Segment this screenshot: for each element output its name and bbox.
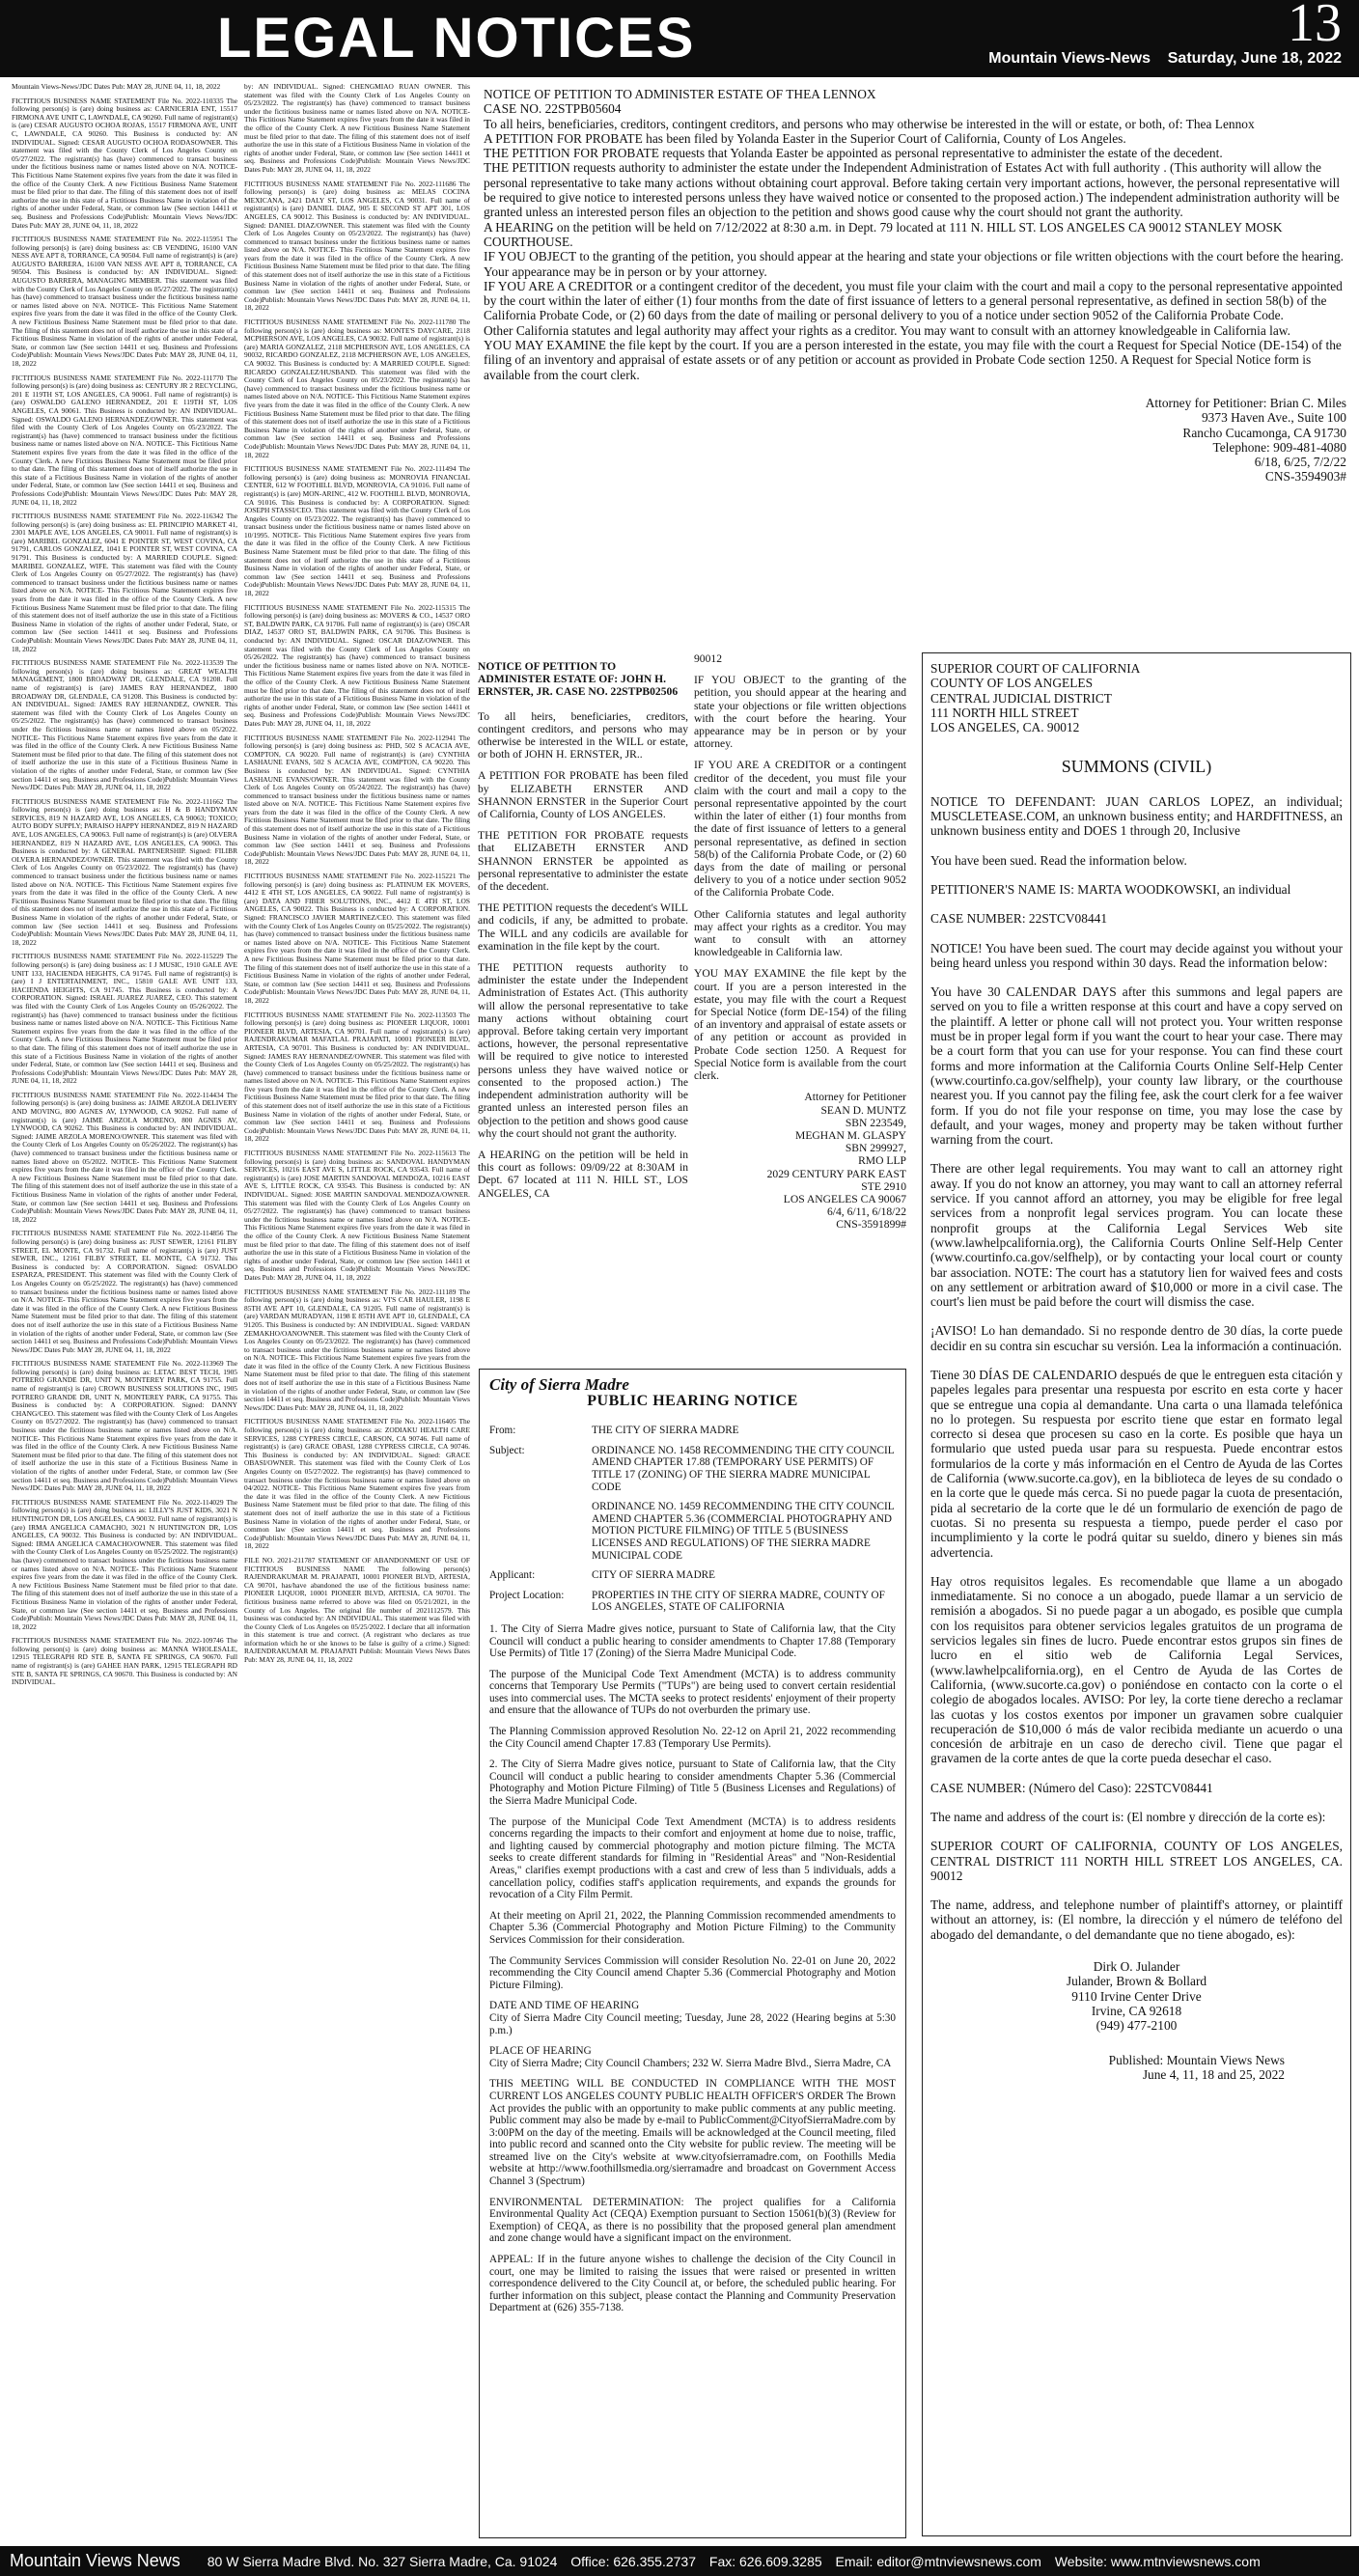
summons-court-line: 111 NORTH HILL STREET: [930, 705, 1079, 720]
summons-title: SUMMONS (CIVIL): [1061, 757, 1212, 777]
ernster-paragraph: A PETITION FOR PROBATE has been filed by ELIZABETH ERNSTER AND SHANNON ERNSTER in the Superior Court of California, County of LOS ANGELES.: [478, 769, 688, 821]
ernster-paragraph: THE PETITION FOR PROBATE requests that ELIZABETH ERNSTER AND SHANNON ERNSTER be appointed as personal representative to administer the estate of the decedent.: [478, 829, 688, 894]
lennox-paragraph: A HEARING on the petition will be held on 7/12/2022 at 8:30 a.m. in Dept. 79 located at 111 N. HILL ST. LOS ANGELES CA 90012 STANLEY MOSK COURTHOUSE.: [484, 219, 1283, 249]
summons-published-line: June 4, 11, 18 and 25, 2022: [1142, 2066, 1285, 2082]
footer-office: Office: 626.355.2737: [570, 2553, 696, 2569]
hearing-paragraph: At their meeting on April 21, 2022, the Planning Commission recommended amendments to Chapter 5.36 (Commercial Photography and Motion Picture Filming) to the Community Services Commission for their consideration.: [489, 1909, 896, 1946]
hearing-row: [489, 1569, 896, 1582]
fbn-statement: FILE NO. 2021-211787 STATEMENT OF ABANDONMENT OF USE OF FICTITIOUS BUSINESS NAME The following person(s) RAJENDRAKUMAR M. PRAJAPATI, 10001 PIONEER BLVD, ARTESIA, CA 90701, has/have abandoned the use of the fictitious business name: PIONEER LIQUOR, 10001 PIONEER BLVD, ARTESIA, CA 90701. The fictitious business name referred to above was filed on 05/21/2021, in the County of Los Angeles. The original file number of 2021112579. This business was conducted by: AN INDIVIDUAL. This statement was filed with the County Clerk of Los Angeles on 05/25/2022. I declare that all information in this statement is true and correct. (A registrant who declares as true information which he or she knows to be false is guilty of a crime.) Signed: RAJENDRAKUMAR M. PRAJAPATI Publish: Mountain Views News Dates Pub: MAY 28, JUNE 04, 11, 18, 2022: [244, 1555, 470, 1665]
hearing-row-value: CITY OF SIERRA MADRE: [592, 1569, 715, 1582]
ernster-paragraph: A HEARING on the petition will be held in this court as follows: 09/09/22 at 8:30AM in Dept. 67 located at 111 N. HILL ST., LOS ANGELES, CA: [478, 1148, 688, 1200]
ernster-attorney-line: LOS ANGELES CA 90067: [783, 1192, 906, 1205]
fbn-statement: FICTITIOUS BUSINESS NAME STATEMENT File No. 2022-111494 The following person(s) is (are) doing business as: MONROVIA FINANCIAL CENTER, 612 W FOOTHILL BLVD, MONROVIA, CA 91016. Full name of registrant(s) is (are) MON-ARINC, 412 W. FOOTHILL BLVD, MONROVIA, CA 91016. This Business is conducted by: A CORPORATION. Signed: JOSEPH STASSI/CEO. This statement was filed with the County Clerk of Los Angeles County on 05/23/2022. The registrant(s) has (have) commenced to transact business under the fictitious business name or names listed above on 10/1995. NOTICE- This Fictitious Name Statement expires five years from the date it was filed in the office of the County Clerk. A new Fictitious Business Name Statement must be filed prior to that date. The filing of this statement does not of itself authorize the use in this state of a Fictitious Business Name in violation of the rights of another under Federal, State, or common law (See section 14411 et seq. Business and Professions Code)Publish: Mountain Views News/JDC Dates Pub: MAY 28, JUNE 04, 11, 18, 2022: [244, 464, 470, 598]
summons-attorney-line: Irvine, CA 92618: [1091, 2003, 1182, 2018]
hearing-row-label: Applicant:: [489, 1569, 536, 1582]
ernster-attorney-line: SEAN D. MUNTZ: [820, 1103, 906, 1117]
ernster-paragraph: 90012: [694, 652, 722, 665]
ernster-attorney-line: SBN 223549,: [845, 1116, 906, 1129]
hearing-paragraph: THIS MEETING WILL BE CONDUCTED IN COMPLIANCE WITH THE MOST CURRENT LOS ANGELES COUNTY PUBLIC HEALTH OFFICER'S ORDER The Brown Act provides the public with an opportunity to make public comments at any public meeting. Public comment may also be made by e-mail to PublicComment@CityofSierraMadre.com by 3:00PM on the day of the meeting. Emails will be acknowledged at the Council meeting, filed into public record and scanned onto the City website for public review. The meeting will be streamed live on the City's website at www.cityofsierramadre.com, on Foothills Media website at http://www.foothillsmedia.org/sierramadre and broadcast on Government Access Channel 3 (Spectrum): [489, 2078, 896, 2188]
footer-bar: [0, 2546, 1359, 2576]
hearing-title: PUBLIC HEARING NOTICE: [587, 1392, 798, 1409]
ernster-title: NOTICE OF PETITION TO ADMINISTER ESTATE OF: JOHN H. ERNSTER, JR. CASE NO. 22STPB02506: [478, 660, 679, 699]
ernster-attorney-line: 2029 CENTURY PARK EAST: [766, 1167, 906, 1180]
fbn-statement: FICTITIOUS BUSINESS NAME STATEMENT File No. 2022-114434 The following person(s) is (are) doing business as: JAIME ARZOLA DELIVERY AND MOVING, 800 AGNES AV, LYNWOOD, CA 90262. Full name of registrant(s) is (are) JAIME ARZOLA MORENO, 800 AGNES AV, LYNWOOD, CA 90262. This Business is conducted by: AN INDIVIDUAL. Signed: JAIME ARZOLA MORENO/OWNER. This statement was filed with the County Clerk of Los Angeles County on 05/26/2022. The registrant(s) has (have) commenced to transact business under the fictitious business name or names listed above on 05/2022. NOTICE- This Fictitious Name Statement expires five years from the date it was filed in the office of the County Clerk. A new Fictitious Business Name Statement must be filed prior to that date. The filing of this statement does not of itself authorize the use in this state of a Fictitious Business Name in violation of the rights of another under Federal, State, or common law (See section 14411 et seq. Business and Professions Code)Publish: Mountain Views News/JDC Dates Pub: MAY 28, JUNE 04, 11, 18, 2022: [12, 1090, 237, 1224]
fbn-statement: FICTITIOUS BUSINESS NAME STATEMENT File No. 2022-115221 The following person(s) is (are) doing business as: PLATINUM EK MOVERS, 4412 E 4TH ST, LOS ANGELES, CA 90022. Full name of registrant(s) is (are) DATA AND FIBER SOLUTIONS, INC., 4412 E 4TH ST, LOS ANGELES, CA 90022. This Business is conducted by: A CORPORATION. Signed: FRANCISCO JAVIER MARTINEZ/CEO. This statement was filed with the County Clerk of Los Angeles County on 05/25/2022. The registrant(s) has (have) commenced to transact business under the fictitious business name or names listed above on N/A. NOTICE- This Fictitious Name Statement expires five years from the date it was filed in the office of the County Clerk. A new Fictitious Business Name Statement must be filed prior to that date. The filing of this statement does not of itself authorize the use in this state of a Fictitious Business Name in violation of the rights of another under Federal, State, or common law (See section 14411 et seq. Business and Professions Code)Publish: Mountain Views News/JDC Dates Pub: MAY 28, JUNE 04, 11, 18, 2022: [244, 872, 470, 1005]
lennox-paragraph: YOU MAY EXAMINE the file kept by the court. If you are a person interested in the estate, you may file with the court a Request for Special Notice (DE-154) of the filing of an inventory and appraisal of estate assets or of any petition or account as provided in Probate Code section 1250. A Request for Special Notice form is available from the court clerk.: [484, 338, 1342, 382]
masthead: [0, 0, 1359, 77]
ernster-attorney-line: CNS-3591899#: [836, 1218, 906, 1232]
hearing-row-value: ORDINANCE NO. 1458 RECOMMENDING THE CITY COUNCIL AMEND CHAPTER 17.88 (TEMPORARY USE PERMITS) OF TITLE 17 (ZONING) OF THE SIERRA MADRE MUNICIPAL CODE: [592, 1444, 895, 1493]
fbn-statement: FICTITIOUS BUSINESS NAME STATEMENT File No. 2022-114856 The following person(s) is (are) doing business as: JUST SEWER, 12161 FILBY STREET, EL MONTE, CA 91732. Full name of registrant(s) is (are) JUST SEWER, INC., 12161 FILBY STREET, EL MONTE, CA 91732. This Business is conducted by: A CORPORATION. Signed: OSVALDO ESPARZA, PRESIDENT. This statement was filed with the County Clerk of Los Angeles County on 05/25/2022. The registrant(s) has (have) commenced to transact business under the fictitious business name or names listed above on N/A. NOTICE- This Fictitious Name Statement expires five years from the date it was filed in the office of the County Clerk. A new Fictitious Business Name Statement must be filed prior to that date. The filing of this statement does not of itself authorize the use in this state of a Fictitious Business Name in violation of the rights of another under Federal, State, or common law (See section 14411 et seq. Business and Professions Code)Publish: Mountain Views News/JDC Dates Pub: MAY 28, JUNE 04, 11, 18, 2022: [12, 1229, 237, 1354]
hearing-row: [489, 1425, 896, 1437]
page-number: 13: [1288, 0, 1342, 53]
summons-attorney-line: (949) 477-2100: [1096, 2018, 1178, 2034]
hearing-details: [489, 1425, 896, 1614]
lennox-attorney-line: Telephone: 909-481-4080: [1212, 439, 1346, 455]
hearing-paragraph: DATE AND TIME OF HEARING City of Sierra Madre City Council meeting; Tuesday, June 28, 2022 (Hearing begins at 5:30 p.m.): [489, 2000, 896, 2036]
hearing-row-value: ORDINANCE NO. 1459 RECOMMENDING THE CITY COUNCIL AMEND CHAPTER 5.36 (COMMERCIAL PHOTOGRAPHY AND MOTION PICTURE FILMING) OF TITLE 5 (BUSINESS LICENSES AND REGULATIONS) OF THE SIERRA MADRE MUNICIPAL CODE: [592, 1501, 895, 1562]
lennox-paragraph: IF YOU OBJECT to the granting of the petition, you should appear at the hearing and state your objections or file written objections with the court before the hearing. Your appearance may be in person or by your attorney.: [484, 249, 1344, 279]
footer-address: 80 W Sierra Madre Blvd. No. 327 Sierra Madre, Ca. 91024: [207, 2553, 558, 2569]
hearing-row-label: From:: [489, 1425, 516, 1437]
ernster-col-b: [694, 652, 906, 1355]
hearing-paragraph: The Community Services Commission will consider Resolution No. 22-01 on June 20, 2022 recommending the City Council amend Chapter 5.36 (Commercial Photography and Motion Picture Filming).: [489, 1954, 896, 1991]
summons-paragraph: You have 30 CALENDAR DAYS after this summons and legal papers are served on you to file a written response at this court and have a copy served on the plaintiff. A letter or phone call will not protect you. Your written response must be in proper legal form if you want the court to hear your case. There may be a court form that you can use for your response. You can find these court forms and more information at the California Courts Online Self-Help Center (www.courtinfo.ca.gov/selfhelp), your county law library, or the courthouse nearest you. If you cannot pay the filing fee, ask the court clerk for a fee waiver form. If you do not file your response on time, you may lose the case by default, and your wages, money and property may be taken without further warning from the court.: [930, 984, 1343, 1148]
summons-attorney-line: 9110 Irvine Center Drive: [1071, 1988, 1202, 2004]
hearing-city: City of Sierra Madre: [489, 1375, 629, 1394]
summons-published-line: Published: Mountain Views News: [1108, 2052, 1285, 2067]
fbn-statement: FICTITIOUS BUSINESS NAME STATEMENT File No. 2022-115951 The following person(s) is (are) doing business as: CB VENDING, 16100 VAN NESS AVE APT 8, TORRANCE, CA 90504. Full name of registrant(s) is (are) AUGUSTO BARRERA, 16100 VAN NESS AVE APT 8, TORRANCE, CA 90504. This Business is conducted by: AN INDIVIDUAL. Signed: AUGUSTO BARRERA, MANAGING MEMBER. This statement was filed with the County Clerk of Los Angeles County on 05/27/2022. The registrant(s) has (have) commenced to transact business under the fictitious business name or names listed above on N/A. NOTICE- This Fictitious Name Statement expires five years from the date it was filed in the office of the County Clerk. A new Fictitious Business Name Statement must be filed prior to that date. The filing of this statement does not of itself authorize the use in this state of a Fictitious Business Name in violation of the rights of another under Federal, State, or common law (See section 14411 et seq. Business and Professions Code)Publish: Mountain Views News/JDC Dates Pub: MAY 28, JUNE 04, 11, 18, 2022: [12, 235, 237, 368]
lennox-attorney: [484, 396, 1346, 485]
fbn-statement: FICTITIOUS BUSINESS NAME STATEMENT File No. 2022-114029 The following person(s) is (are) doing business as: LILLY'S JUST KIDS, 3021 N HUNTINGTON DR, LOS ANGELES, CA 90032. Full name of registrant(s) is (are) IRMA ANGELICA CAMACHO, 3021 N HUNTINGTON DR, LOS ANGELES, CA 90032. This Business is conducted by: AN INDIVIDUAL. Signed: IRMA ANGELICA CAMACHO/OWNER. This statement was filed with the County Clerk of Los Angeles County on 05/25/2022. The registrant(s) has (have) commenced to transact business under the fictitious business name or names listed above on N/A. NOTICE- This Fictitious Name Statement expires five years from the date it was filed in the office of the County Clerk. A new Fictitious Business Name Statement must be filed prior to that date. The filing of this statement does not of itself authorize the use in this state of a Fictitious Business Name in violation of the rights of another under Federal, State, or common law (See section 14411 et seq. Business and Professions Code)Publish: Mountain Views News/JDC Dates Pub: MAY 28, JUNE 04, 11, 18, 2022: [12, 1497, 237, 1631]
fbn-statement: FICTITIOUS BUSINESS NAME STATEMENT File No. 2022-113503 The following person(s) is (are) doing business as: PIONEER LIQUOR, 10001 PIONEER BLVD, ARTESIA, CA 90701. Full name of registrant(s) is (are) RAJENDRAKUMAR MAFATLAL PRAJAPATI, 10001 PIONEER BLVD, ARTESIA, CA 90701. This Business is conducted by: AN INDIVIDUAL. Signed: JAMES RAY HERNANDEZ/OWNER. This statement was filed with the County Clerk of Los Angeles County on 05/25/2022. The registrant(s) has (have) commenced to transact business under the fictitious business name or names listed above on N/A. NOTICE- This Fictitious Name Statement expires five years from the date it was filed in the office of the County Clerk. A new Fictitious Business Name Statement must be filed prior to that date. The filing of this statement does not of itself authorize the use in this state of a Fictitious Business Name in violation of the rights of another under Federal, State, or common law (See section 14411 et seq. Business and Professions Code)Publish: Mountain Views News/JDC Dates Pub: MAY 28, JUNE 04, 11, 18, 2022: [244, 1010, 470, 1144]
summons-paragraph: Hay otros requisitos legales. Es recomendable que llame a un abogado inmediatamente. Si no conoce a un abogado, puede llamar a un servicio de remisión a abogados. Si no puede pagar a un abogado, es posible que cumpla con los requisitos para obtener servicios legales gratuitos de un programa de servicios legales sin fines de lucro. Puede encontrar estos grupos sin fines de lucro en el sitio web de California Legal Services, (www.lawhelpcalifornia.org), en el Centro de Ayuda de las Cortes de California, (www.sucorte.ca.gov) o poniéndose en contacto con la corte o el colegio de abogados locales. AVISO: Por ley, la corte tiene derecho a reclamar las cuotas y los costos exentos por imponer un gravamen sobre cualquier recuperación de $10,000 ó más de valor recibida mediante un acuerdo o una concesión de arbitraje en un caso de derecho civil. Tiene que pagar el gravamen de la corte antes de que la corte pueda desechar el caso.: [930, 1573, 1343, 1766]
ernster-attorney-line: RMO LLP: [858, 1154, 906, 1168]
lennox-paragraph: To all heirs, beneficiaries, creditors, contingent creditors, and persons who may otherwise be interested in the will or estate, or both, of: Thea Lennox: [484, 116, 1255, 131]
summons-paragraph: SUPERIOR COURT OF CALIFORNIA, COUNTY OF LOS ANGELES, CENTRAL DISTRICT 111 NORTH HILL STREET LOS ANGELES, CA. 90012: [930, 1839, 1343, 1883]
lennox-paragraph: Other California statutes and legal authority may affect your rights as a creditor. You may want to consult with an attorney knowledgeable in California law.: [484, 322, 1290, 338]
footer-contact: [208, 2554, 1270, 2569]
fbn-statement: FICTITIOUS BUSINESS NAME STATEMENT File No. 2022-116342 The following person(s) is (are) doing business as: EL PRINCIPIO MARKET 41, 2301 MAPLE AVE, LOS ANGELES, CA 90011. Full name of registrant(s) is (are) MARIBEL GONZALEZ, 6041 E POINTER ST, WEST COVINA, CA 91791, CARLOS GONZALEZ, 1041 E POINTER ST, WEST COVINA, CA 91791. This Business is conducted by: A MARRIED COUPLE. Signed: MARIBEL GONZALEZ, WIFE. This statement was filed with the County Clerk of Los Angeles County on 05/27/2022. The registrant(s) has (have) commenced to transact business under the fictitious business name or names listed above on N/A. NOTICE- This Fictitious Name Statement expires five years from the date it was filed in the office of the County Clerk. A new Fictitious Business Name Statement must be filed prior to that date. The filing of this statement does not of itself authorize the use in this state of a Fictitious Business Name in violation of the rights of another under Federal, State, or common law (See section 14411 et seq. Business and Professions Code)Publish: Mountain Views News/JDC Dates Pub: MAY 28, JUNE 04, 11, 18, 2022: [12, 512, 237, 653]
ernster-attorney-line: Attorney for Petitioner: [804, 1091, 906, 1104]
summons-court-line: CENTRAL JUDICIAL DISTRICT: [930, 690, 1112, 706]
ernster-attorney-line: 6/4, 6/11, 6/18/22: [826, 1205, 906, 1219]
summons-paragraph: CASE NUMBER: (Número del Caso): 22STCV08441: [930, 1780, 1213, 1795]
lennox-attorney-line: 6/18, 6/25, 7/2/22: [1254, 455, 1346, 470]
footer-email: Email: editor@mtnviewsnews.com: [835, 2553, 1041, 2569]
lennox-header-line: CASE NO. 22STPB05604: [484, 101, 622, 117]
summons-paragraph: You have been sued. Read the information below.: [930, 852, 1187, 868]
ernster-attorney: [694, 1091, 906, 1231]
lennox-header: [484, 87, 1346, 117]
ernster-paragraph: IF YOU ARE A CREDITOR or a contingent creditor of the decedent, you must file your claim with the court and mail a copy to the personal representative appointed by the court within the later of either (1) four months from the date of first issuance of letters to a general personal representative, as defined in section 58(b) of the California Probate Code, or (2) 60 days from the date of mailing or personal delivery to you of a notice under section 9052 of the California Probate Code.: [694, 759, 906, 900]
lennox-attorney-line: Rancho Cucamonga, CA 91730: [1182, 425, 1346, 440]
summons-court-line: SUPERIOR COURT OF CALIFORNIA: [930, 661, 1141, 676]
summons-paragraph: ¡AVISO! Lo han demandado. Si no responde dentro de 30 días, la corte puede decidir en su contra sin escuchar su versión. Lea la información a continuación.: [930, 1323, 1343, 1353]
lennox-header-line: NOTICE OF PETITION TO ADMINISTER ESTATE OF THEA LENNOX: [484, 87, 876, 101]
lennox-attorney-line: CNS-3594903#: [1264, 469, 1346, 485]
fbn-statement: FICTITIOUS BUSINESS NAME STATEMENT File No. 2022-110335 The following person(s) is (are) doing business as: CARNICERIA ENT, 15517 FIRMONA AVE UNIT C, LAWNDALE, CA 90260. Full name of registrant(s) is (are) CESAR AUGUSTO OCHOA ROJAS, 15517 FIRMONA AVE, UNIT C, LAWNDALE, CA 90260. This Business is conducted by: AN INDIVIDUAL. Signed: CESAR AUGUSTO OCHOA RODASOWNER. This statement was filed with the County Clerk of Los Angeles County on 05/27/2022. The registrant(s) has (have) commenced to transact business under the fictitious business name or names listed above on N/A. NOTICE- This Fictitious Name Statement expires five years from the date it was filed in the office of the County Clerk. A new Fictitious Business Name Statement must be filed prior to that date. The filing of this statement does not of itself authorize the use in this state of a Fictitious Business Name in violation of the rights of another under Federal, State, or common law (See section 14411 et seq. Business and Professions Code)Publish: Mountain Views News/JDC Dates Pub: MAY 28, JUNE 04, 11, 18, 2022: [12, 96, 237, 230]
footer-fax: Fax: 626.609.3285: [708, 2553, 822, 2569]
summons-civil: [922, 652, 1351, 2536]
fbn-statement: FICTITIOUS BUSINESS NAME STATEMENT File No. 2022-111780 The following person(s) is (are) doing business as: MONTE'S DAYCARE, 2118 MCPHERSON AVE, LOS ANGELES, CA 90032. Full name of registrant(s) is (are) MARIA GONZALEZ, 2118 MCPHERSON AVE, LOS ANGELES, CA 90032, RICARDO GONZALEZ, 2118 MCPHERSON AVE, LOS ANGELES, CA 90032. This Business is conducted by: A MARRIED COUPLE. Signed: RICARDO GONZALEZ/HUSBAND. This statement was filed with the County Clerk of Los Angeles County on 05/23/2022. The registrant(s) has (have) commenced to transact business under the fictitious business name or names listed above on N/A. NOTICE- This Fictitious Name Statement expires five years from the date it was filed in the office of the County Clerk. A new Fictitious Business Name Statement must be filed prior to that date. The filing of this statement does not of itself authorize the use in this state of a Fictitious Business Name in violation of the rights of another under Federal, State, or common law (See section 14411 et seq. Business and Professions Code)Publish: Mountain Views News/JDC Dates Pub: MAY 28, JUNE 04, 11, 18, 2022: [244, 318, 470, 459]
ernster-attorney-line: MEGHAN M. GLASPY: [795, 1128, 906, 1142]
public-hearing-notice: [479, 1369, 906, 2538]
ernster-attorney-line: SBN 299927,: [845, 1142, 906, 1155]
footer-website: Website: www.mtnviewsnews.com: [1054, 2553, 1261, 2569]
hearing-paragraph: The Planning Commission approved Resolution No. 22-12 on April 21, 2022 recommending the City Council amend Chapter 17.83 (Temporary Use Permits).: [489, 1726, 896, 1750]
ernster-paragraph: THE PETITION requests authority to administer the estate under the Independent Administration of Estates Act. (This authority will allow the personal representative to take many actions without obtaining court approval. Before taking certain very important actions, however, the personal representative will be required to give notice to interested persons unless they have waived notice or consented to the proposed action.) The independent administration authority will be granted unless an interested person files an objection to the petition and shows good cause why the court should not grant the authority.: [478, 961, 688, 1140]
hearing-row-value: PROPERTIES IN THE CITY OF SIERRA MADRE, COUNTY OF LOS ANGELES, STATE OF CALIFORNIA: [592, 1589, 885, 1614]
summons-attorney: [930, 1959, 1343, 2033]
fbn-statement: FICTITIOUS BUSINESS NAME STATEMENT File No. 2022-111662 The following person(s) is (are) doing business as: H & B HANDYMAN SERVICES, 819 N HAZARD AVE, LOS ANGELES, CA 90063; TOXICO; AUTO BODY SUPPLY; PARAISO HAPPY HERNANDEZ, 819 N HAZARD AVE, LOS ANGELES, CA 90063. Full name of registrant(s) is (are) OLVERA HERNANDEZ, 819 N HAZARD AVE, LOS ANGELES, CA 90063. This Business is conducted by: A GENERAL PARTNERSHIP. Signed: FILIBR OLVERA HERNANDEZ/OWNER. This statement was filed with the County Clerk of Los Angeles County on 05/23/2022. The registrant(s) has (have) commenced to transact business under the fictitious business name or names listed above on N/A. NOTICE- This Fictitious Name Statement expires five years from the date it was filed in the office of the County Clerk. A new Fictitious Business Name Statement must be filed prior to that date. The filing of this statement does not of itself authorize the use in this state of a Fictitious Business Name in violation of the rights of another under Federal, State, or common law (See section 14411 et seq. Business and Professions Code)Publish: Mountain Views News/JDC Dates Pub: MAY 28, JUNE 04, 11, 18, 2022: [12, 796, 237, 947]
fbn-statement: Mountain Views-News/JDC Dates Pub: MAY 28, JUNE 04, 11, 18, 2022: [12, 83, 221, 91]
ernster-attorney-line: STE 2910: [861, 1179, 906, 1193]
hearing-row-value: THE CITY OF SIERRA MADRE: [592, 1425, 739, 1437]
hearing-row: [489, 1501, 896, 1562]
hearing-paragraph: PLACE OF HEARING City of Sierra Madre; City Council Chambers; 232 W. Sierra Madre Blvd., Sierra Madre, CA: [489, 2045, 892, 2069]
summons-court-block: [930, 661, 1343, 734]
summons-paragraph: PETITIONER'S NAME IS: MARTA WOODKOWSKI, an individual: [930, 881, 1291, 897]
lennox-paragraph: A PETITION FOR PROBATE has been filed by Yolanda Easter in the Superior Court of California, County of Los Angeles.: [484, 130, 1126, 146]
summons-attorney-line: Julander, Brown & Bollard: [1066, 1974, 1207, 1989]
page-title: LEGAL NOTICES: [217, 7, 696, 69]
ernster-paragraph: To all heirs, beneficiaries, creditors, contingent creditors, and persons who may otherwise be interested in the WILL or estate, or both of JOHN H. ERNSTER, JR..: [478, 709, 688, 762]
fbn-statement: FICTITIOUS BUSINESS NAME STATEMENT File No. 2022-111770 The following person(s) is (are) doing business as: CENTURY JR 2 RECYCLING, 201 E 119TH ST, LOS ANGELES, CA 90061. Full name of registrant(s) is (are) OSWALDO GALENO HERNANDEZ, 201 E 119TH ST, LOS ANGELES, CA 90061. This Business is conducted by: AN INDIVIDUAL. Signed: OSWALDO GALENO HERNANDEZ/OWNER. This statement was filed with the County Clerk of Los Angeles County on 05/23/2022. The registrant(s) has (have) commenced to transact business under the fictitious business name or names listed above on N/A. NOTICE- This Fictitious Name Statement expires five years from the date it was filed in the office of the County Clerk. A new Fictitious Business Name Statement must be filed prior to that date. The filing of this statement does not of itself authorize the use in this state of a Fictitious Business Name in violation of the rights of another under Federal, State, or common law (See section 14411 et seq. Business and Professions Code)Publish: Mountain Views News/JDC Dates Pub: MAY 28, JUNE 04, 11, 18, 2022: [12, 373, 237, 507]
fbn-column-1: [12, 83, 237, 2540]
notice-ernster: [478, 652, 907, 1355]
fbn-statement: FICTITIOUS BUSINESS NAME STATEMENT File No. 2022-115613 The following person(s) is (are) doing business as: SANDOVAL HANDYMAN SERVICES, 10216 EAST AVE S, LITTLE ROCK, CA 93543. Full name of registrant(s) is (are) JOSE MARTIN SANDOVAL MENDOZA, 10216 EAST AVE S, LITTLE ROCK, CA 93543. This Business is conducted by: AN INDIVIDUAL. Signed: JOSE MARTIN SANDOVAL MENDOZA/OWNER. This statement was filed with the County Clerk of Los Angeles County on 05/27/2022. The registrant(s) has (have) commenced to transact business under the fictitious business name or names listed above on N/A. NOTICE- This Fictitious Name Statement expires five years from the date it was filed in the office of the County Clerk. A new Fictitious Business Name Statement must be filed prior to that date. The filing of this statement does not of itself authorize the use in this state of a Fictitious Business Name in violation of the rights of another under Federal, State, or common law (See section 14411 et seq. Business and Professions Code)Publish: Mountain Views News/JDC Dates Pub: MAY 28, JUNE 04, 11, 18, 2022: [244, 1149, 470, 1282]
hearing-paragraph: The purpose of the Municipal Code Text Amendment (MCTA) is to address residents concerns regarding the impacts to their comfort and enjoyment at home due to noise, traffic, and lighting caused by commercial photography and motion picture filming. The MCTA seeks to create different standards for filming in "Residential Areas" and "Non-Residential Areas," clarifies exempt productions with a cast and crew of less than 5 individuals, adds a cancellation policy, codifies staff's application requirements, and expands the grounds for revocation of a City Film Permit.: [489, 1815, 896, 1901]
footer-paper-name: Mountain Views News: [10, 2551, 180, 2570]
fbn-statement: FICTITIOUS BUSINESS NAME STATEMENT File No. 2022-112941 The following person(s) is (are) doing business as: PHD, 502 S ACACIA AVE, COMPTON, CA 90220. Full name of registrant(s) is (are) CYNTHIA LASHAUNE EVANS, 502 S ACACIA AVE, COMPTON, CA 90220. This Business is conducted by: AN INDIVIDUAL. Signed: CYNTHIA LASHAUNE EVANS/OWNER. This statement was filed with the County Clerk of Los Angeles County on 05/24/2022. The registrant(s) has (have) commenced to transact business under the fictitious business name or names listed above on N/A. NOTICE- This Fictitious Name Statement expires five years from the date it was filed in the office of the County Clerk. A new Fictitious Business Name Statement must be filed prior to that date. The filing of this statement does not of itself authorize the use in this state of a Fictitious Business Name in violation of the rights of another under Federal, State, or common law (See section 14411 et seq. Business and Professions Code)Publish: Mountain Views News/JDC Dates Pub: MAY 28, JUNE 04, 11, 18, 2022: [244, 733, 470, 867]
summons-paragraph: The name, address, and telephone number of plaintiff's attorney, or plaintiff without an attorney, is: (El nombre, la dirección y el número de teléfono del abogado del demandante, o del demandante que no tiene abogado, es):: [930, 1897, 1343, 1942]
fbn-statement: FICTITIOUS BUSINESS NAME STATEMENT File No. 2022-111189 The following person(s) is (are) doing business as: VI'S CAR HAULER, 1198 E 85TH AVE APT 10, GLENDALE, CA 91205. Full name of registrant(s) is (are) VARDAN MURADYAN, 1198 E 85TH AVE APT 10, GLENDALE, CA 91205. This Business is conducted by: AN INDIVIDUAL. Signed: VARDAN ZEMAKHO/OANOWNER. This statement was filed with the County Clerk of Los Angeles County on 05/23/2022. The registrant(s) has (have) commenced to transact business under the fictitious business name or names listed above on N/A. NOTICE- This Fictitious Name Statement expires five years from the date it was filed in the office of the County Clerk. A new Fictitious Business Name Statement must be filed prior to that date. The filing of this statement does not of itself authorize the use in this state of a Fictitious Business Name in violation of the rights of another under Federal, State, or common law (See section 14411 et seq. Business and Professions Code)Publish: Mountain Views News/JDC Dates Pub: MAY 28, JUNE 04, 11, 18, 2022: [244, 1287, 470, 1412]
ernster-paragraph: YOU MAY EXAMINE the file kept by the court. If you are a person interested in the estate, you may file with the court a Request for Special Notice (form DE-154) of the filing of an inventory and appraisal of estate assets or of any petition or account as provided in Probate Code section 1250. A Request for Special Notice form is available from the court clerk.: [694, 967, 906, 1083]
hearing-paragraph: APPEAL: If in the future anyone wishes to challenge the decision of the City Council in court, one may be limited to raising the issues that were raised or presented in written correspondence delivered to the City Council at, or before, the scheduled public hearing. For further information on this subject, please contact the Planning and Community Preservation Department at (626) 355-7138.: [489, 2254, 896, 2314]
ernster-col-a-body: [478, 710, 688, 1200]
lennox-body: [484, 117, 1346, 382]
summons-body: [930, 794, 1343, 1942]
summons-attorney-line: Dirk O. Julander: [1093, 1959, 1180, 1975]
hearing-row-label: Subject:: [489, 1444, 525, 1456]
fbn-statement: FICTITIOUS BUSINESS NAME STATEMENT File No. 2022-116405 The following person(s) is (are) doing business as: ZODIAKU HEALTH CARE SERVICES, 1288 CYPRESS CIRCLE, CARSON, CA 90746. Full name of registrant(s) is (are) GRACE OBASI, 1288 CYPRESS CIRCLE, CA 90746. This Business is conducted by: AN INDIVIDUAL. Signed: GRACE OBASI/OWNER. This statement was filed with the County Clerk of Los Angeles County on 05/27/2022. The registrant(s) has (have) commenced to transact business under the fictitious business name or names listed above on 04/2022. NOTICE- This Fictitious Name Statement expires five years from the date it was filed in the office of the County Clerk. A new Fictitious Business Name Statement must be filed prior to that date. The filing of this statement does not of itself authorize the use in this state of a Fictitious Business Name in violation of the rights of another under Federal, State, or common law (See section 14411 et seq. Business and Professions Code)Publish: Mountain Views News/JDC Dates Pub: MAY 28, JUNE 04, 11, 18, 2022: [244, 1417, 470, 1551]
lennox-paragraph: THE PETITION requests authority to administer the estate under the Independent Administration of Estates Act with full authority . (This authority will allow the personal representative to take many actions without obtaining court approval. Before taking certain very important actions, however, the personal representative will be required to give notice to interested persons unless they have waived notice or consented to the proposed action.) The independent administration authority will be granted unless an interested person files an objection to the petition and shows good cause why the court should not grant the authority.: [484, 160, 1341, 220]
lennox-attorney-line: 9373 Haven Ave., Suite 100: [1201, 410, 1346, 426]
fbn-column-2: [244, 83, 470, 2540]
hearing-paragraph: 1. The City of Sierra Madre gives notice, pursuant to State of California law, that the City Council will conduct a public hearing to consider amendments to Chapter 17.88 (Temporary Use Permits) of Title 17 (Zoning) of the Sierra Madre Municipal Code.: [489, 1622, 896, 1660]
issue-date: Saturday, June 18, 2022: [1167, 50, 1342, 67]
ernster-col-a: [478, 660, 688, 1355]
hearing-row: [489, 1445, 896, 1493]
summons-paragraph: NOTICE TO DEFENDANT: JUAN CARLOS LOPEZ, an individual; MUSCLETEASE.COM, an unknown business entity; and HARDFITNESS, an unknown business entity and DOES 1 through 20, Inclusive: [930, 793, 1343, 839]
paper-name: Mountain Views-News: [988, 50, 1151, 67]
ernster-col-b-body: [694, 652, 906, 1082]
summons-paragraph: The name and address of the court is: (El nombre y dirección de la corte es):: [930, 1810, 1326, 1824]
fbn-statement: FICTITIOUS BUSINESS NAME STATEMENT File No. 2022-115315 The following person(s) is (are) doing business as: MOVERS & CO., 14537 ORO ST, BALDWIN PARK, CA 91706. Full name of registrant(s) is (are) OSCAR DIAZ, 14537 ORO ST, BALDWIN PARK, CA 91706. This Business is conducted by: AN INDIVIDUAL. Signed: OSCAR DIAZ/OWNER. This statement was filed with the County Clerk of Los Angeles County on 05/26/2022. The registrant(s) has (have) commenced to transact business under the fictitious business name or names listed above on N/A. NOTICE- This Fictitious Name Statement expires five years from the date it was filed in the office of the County Clerk. A new Fictitious Business Name Statement must be filed prior to that date. The filing of this statement does not of itself authorize the use in this state of a Fictitious Business Name in violation of the rights of another under Federal, State, or common law (See section 14411 et seq. Business and Professions Code)Publish: Mountain Views News/JDC Dates Pub: MAY 28, JUNE 04, 11, 18, 2022: [244, 602, 470, 728]
summons-court-line: LOS ANGELES, CA. 90012: [930, 720, 1080, 735]
hearing-row: [489, 1590, 896, 1614]
ernster-paragraph: Other California statutes and legal authority may affect your rights as a creditor. You may want to consult with an attorney knowledgeable in California law.: [694, 907, 906, 959]
hearing-paragraph: The purpose of the Municipal Code Text Amendment (MCTA) is to address community concerns that Temporary Use Permits ("TUPs") are being used to convert certain residential uses into commercial uses. The MCTA seeks to protect residents' enjoyment of their property and ensure that the allowance of TUPs do not overburden the primary use.: [489, 1668, 896, 1717]
summons-court-line: COUNTY OF LOS ANGELES: [930, 676, 1094, 691]
summons-published: [930, 2053, 1343, 2083]
hearing-row-label: Project Location:: [489, 1589, 565, 1601]
lennox-attorney-line: Attorney for Petitioner: Brian C. Miles: [1145, 395, 1346, 410]
hearing-body: [489, 1623, 896, 2314]
summons-paragraph: Tiene 30 DÍAS DE CALENDARIO después de que le entreguen esta citación y papeles legales para presentar una respuesta por escrito en esta corte y hacer que se entregue una copia al demandante. Una carta o una llamada telefónica no lo protegen. Su respuesta por escrito tiene que estar en formato legal correcto si desea que procesen su caso en la corte. Es posible que haya un formulario que usted pueda usar para su respuesta. Puede encontrar estos formularios de la corte y más información en el Centro de Ayuda de las Cortes de California (www.sucorte.ca.gov), en la biblioteca de leyes de su condado o en la corte que le quede más cerca. Si no puede pagar la cuota de presentación, pida al secretario de la corte que le dé un formulario de exención de pago de cuotas. Si no presenta su respuesta a tiempo, puede perder el caso por incumplimiento y la corte le podrá quitar su sueldo, dinero y bienes sin más advertencia.: [930, 1367, 1343, 1560]
fbn-statement: FICTITIOUS BUSINESS NAME STATEMENT File No. 2022-109746 The following person(s) is (are) doing business as: MANNA WHOLESALE, 12915 TELEGRAPH RD STE B, SANTA FE SPRINGS, CA 90670. Full name of registrant(s) is (are) GAHEE HAN PARK, 12915 TELEGRAPH RD STE B, SANTA FE SPRINGS, CA 90670. This Business is conducted by: AN INDIVIDUAL.: [12, 1636, 237, 1687]
ernster-paragraph: IF YOU OBJECT to the granting of the petition, you should appear at the hearing and state your objections or file written objections with the court before the hearing. Your appearance may be in person or by your attorney.: [694, 674, 906, 751]
hearing-paragraph: ENVIRONMENTAL DETERMINATION: The project qualifies for a California Environmental Quality Act (CEQA) Exemption pursuant to Section 15061(b)(3) (Review for Exemption) of CEQA, as there is no possibility that the proposed general plan amendment and zone change would have a significant impact on the environment.: [489, 2196, 896, 2245]
hearing-paragraph: 2. The City of Sierra Madre gives notice, pursuant to State of California law, that the City Council will conduct a public hearing to consider amendments Chapter 5.36 (Commercial Photography and Motion Picture Filming) of Title 5 (Business Licenses and Regulations) of the Sierra Madre Municipal Code.: [489, 1759, 896, 1808]
lennox-paragraph: THE PETITION FOR PROBATE requests that Yolanda Easter be appointed as personal representative to administer the estate of the decedent.: [484, 146, 1223, 161]
hearing-row-label: [489, 1501, 592, 1562]
lennox-paragraph: IF YOU ARE A CREDITOR or a contingent creditor of the decedent, you must file your claim with the court and mail a copy to the personal representative appointed by the court within the later of either (1) four months from the date of first issuance of letters to a general personal representative, as defined in section 58(b) of the California Probate Code, or (2) 60 days from the date of mailing or personal delivery to you of a notice under section 9052 of the California Probate Code.: [484, 278, 1343, 323]
fbn-statement: FICTITIOUS BUSINESS NAME STATEMENT File No. 2022-113539 The following person(s) is (are) doing business as: GREAT WEALTH MANAGEMENT, 1800 BROADWAY DR, GLENDALE, CA 91208. Full name of registrant(s) is (are) JAMES RAY HERNANDEZ, 1800 BROADWAY DR, GLENDALE, CA 91208. This Business is conducted by: AN INDIVIDUAL. Signed: JAMES RAY HERNANDEZ, OWNER. This statement was filed with the County Clerk of Los Angeles County on 05/25/2022. The registrant(s) has (have) commenced to transact business under the fictitious business name or names listed above on 05/2022. NOTICE- This Fictitious Name Statement expires five years from the date it was filed in the office of the County Clerk. A new Fictitious Business Name Statement must be filed prior to that date. The filing of this statement does not of itself authorize the use in this state of a Fictitious Business Name in violation of the rights of another under Federal, State, or common law (See section 14411 et seq. Business and Professions Code)Publish: Mountain Views News/JDC Dates Pub: MAY 28, JUNE 04, 11, 18, 2022: [12, 658, 237, 792]
summons-paragraph: There are other legal requirements. You may want to call an attorney right away. If you do not know an attorney, you may want to call an attorney referral service. If you cannot afford an attorney, you may be eligible for free legal services from a nonprofit legal services program. You can locate these nonprofit groups at the California Legal Services Web site (www.lawhelpcalifornia.org), the California Courts Online Self-Help Center (www.courtinfo.ca.gov/selfhelp), or by contacting your local court or county bar association. NOTE: The court has a statutory lien for waived fees and costs on any settlement or arbitration award of $10,000 or more in a civil case. The court's lien must be paid before the court will dismiss the case.: [930, 1161, 1343, 1310]
fbn-statement: by: AN INDIVIDUAL. Signed: CHENGMIAO RUAN OWNER. This statement was filed with the County Clerk of Los Angeles County on 05/23/2022. The registrant(s) has (have) commenced to transact business under the fictitious business name or names listed above on N/A. NOTICE- This Fictitious Name Statement expires five years from the date it was filed in the office of the County Clerk. A new Fictitious Business Name Statement must be filed prior to that date. The filing of this statement does not of itself authorize the use in this state of a Fictitious Business Name in violation of the rights of another under Federal, State, or common law (See section 14411 et seq. Business and Professions Code)Publish: Mountain Views News/JDC Dates Pub: MAY 28, JUNE 04, 11, 18, 2022: [244, 83, 470, 174]
summons-paragraph: NOTICE! You have been sued. The court may decide against you without your being heard unless you respond within 30 days. Read the information below:: [930, 940, 1343, 970]
fbn-statement: FICTITIOUS BUSINESS NAME STATEMENT File No. 2022-113969 The following person(s) is (are) doing business as: LETAC BEST TECH, 1905 POTRERO GRANDE DR, UNIT N, MONTEREY PARK, CA 91755. Full name of registrant(s) is (are) CROWN BUSINESS SOLUTIONS INC, 1905 POTRERO GRANDE DR, UNIT N, MONTEREY PARK, CA 91755. This Business is conducted by: A CORPORATION. Signed: DANNY CHANG/CEO. This statement was filed with the County Clerk of Los Angeles County on 05/27/2022. The registrant(s) has (have) commenced to transact business under the fictitious business name or names listed above on N/A. NOTICE- This Fictitious Name Statement expires five years from the date it was filed in the office of the County Clerk. A new Fictitious Business Name Statement must be filed prior to that date. The filing of this statement does not of itself authorize the use in this state of a Fictitious Business Name in violation of the rights of another under Federal, State, or common law (See section 14411 et seq. Business and Professions Code)Publish: Mountain Views News/JDC Dates Pub: MAY 28, JUNE 04, 11, 18, 2022: [12, 1359, 237, 1493]
fbn-statement: FICTITIOUS BUSINESS NAME STATEMENT File No. 2022-115229 The following person(s) is (are) doing business as: I J MUSIC, 1910 GALE AVE UNIT 133, HACIENDA HEIGHTS, CA 91745. Full name of registrant(s) is (are) I J ENTERTAINMENT, INC., 15810 GALE AVE UNIT 133, HACIENDA HEIGHTS, CA 91745. This Business is conducted by: A CORPORATION. Signed: ISRAEL JUAREZ JUAREZ, CEO. This statement was filed with the County Clerk of Los Angeles County on 05/26/2022. The registrant(s) has (have) commenced to transact business under the fictitious business name or names listed above on N/A. NOTICE- This Fictitious Name Statement expires five years from the date it was filed in the office of the County Clerk. A new Fictitious Business Name Statement must be filed prior to that date. The filing of this statement does not of itself authorize the use in this state of a Fictitious Business Name in violation of the rights of another under Federal, State, or common law (See section 14411 et seq. Business and Professions Code)Publish: Mountain Views News/JDC Dates Pub: MAY 28, JUNE 04, 11, 18, 2022: [12, 952, 237, 1086]
ernster-paragraph: THE PETITION requests the decedent's WILL and codicils, if any, be admitted to probate. The WILL and any codicils are available for examination in the file kept by the court.: [478, 901, 688, 953]
summons-paragraph: CASE NUMBER: 22STCV08441: [930, 911, 1108, 927]
paper-name-date: [988, 50, 1342, 68]
fbn-statement: FICTITIOUS BUSINESS NAME STATEMENT File No. 2022-111686 The following person(s) is (are) doing business as: MELAS COCINA MEXICANA, 2421 DALY ST, LOS ANGELES, CA 90031. Full name of registrant(s) is (are) DANIEL DIAZ, 905 E SECOND ST APT 301, LOS ANGELES, CA 90012. This Business is conducted by: AN INDIVIDUAL. Signed: DANIEL DIAZ/OWNER. This statement was filed with the County Clerk of Los Angeles County on 05/23/2022. The registrant(s) has (have) commenced to transact business under the fictitious business name or names listed above on N/A. NOTICE- This Fictitious Name Statement expires five years from the date it was filed in the office of the County Clerk. A new Fictitious Business Name Statement must be filed prior to that date. The filing of this statement does not of itself authorize the use in this state of a Fictitious Business Name in violation of the rights of another under Federal, State, or common law (See section 14411 et seq. Business and Professions Code)Publish: Mountain Views News/JDC Dates Pub: MAY 28, JUNE 04, 11, 18, 2022: [244, 179, 470, 313]
notice-lennox: [478, 83, 1352, 641]
